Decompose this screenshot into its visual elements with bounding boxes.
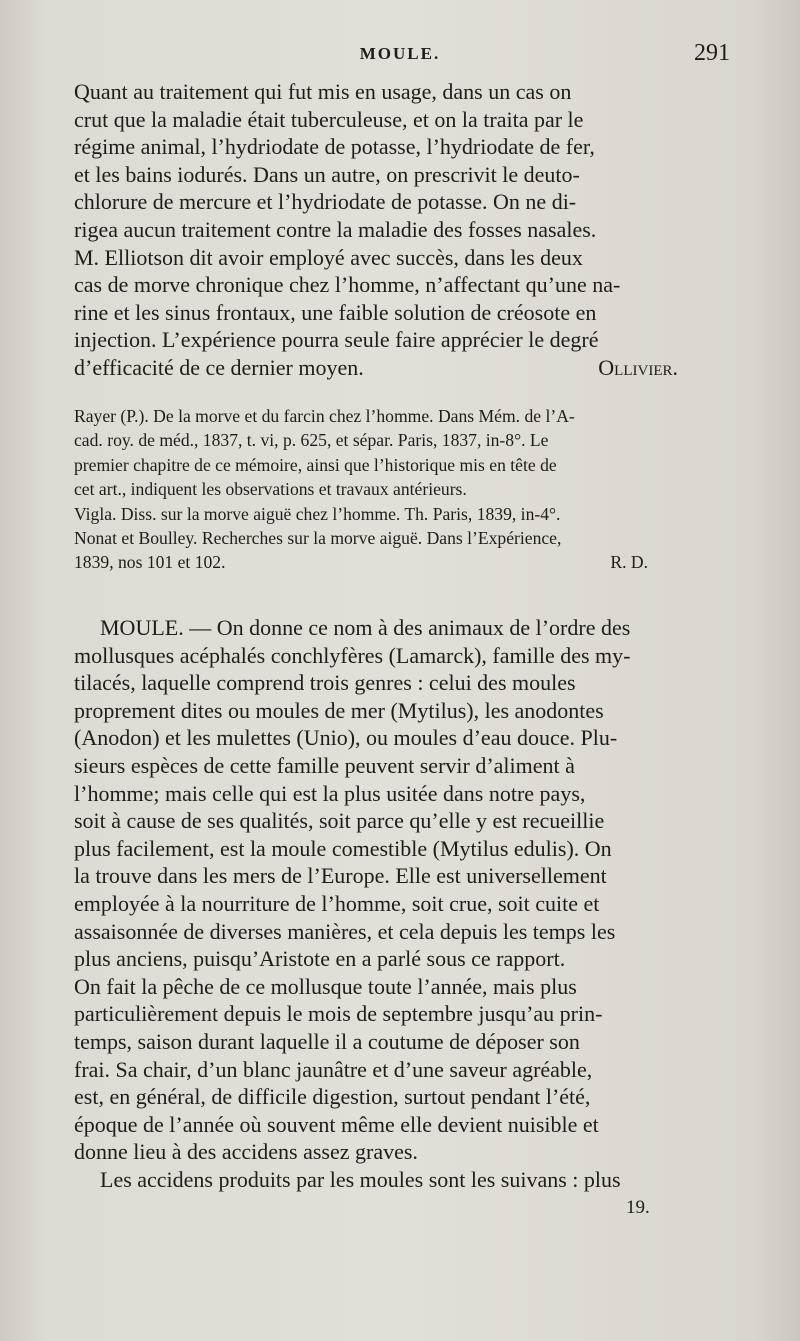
bibliography-line: Vigla. Diss. sur la morve aiguë chez l’homme. Th. Paris, 1839, in-4°. xyxy=(74,503,561,524)
bibliography-line: cad. roy. de méd., 1837, t. vi, p. 625, et sépar. Paris, 1837, in-8°. Le xyxy=(74,430,549,451)
article-paragraph xyxy=(74,78,734,382)
text-line: et les bains iodurés. Dans un autre, on prescrivit le deuto- xyxy=(74,161,580,187)
text-line-with-signature xyxy=(74,354,734,382)
text-line: proprement dites ou moules de mer (Mytilus), les anodontes xyxy=(74,697,604,723)
text-line: particulièrement depuis le mois de septembre jusqu’au prin- xyxy=(74,1001,603,1027)
author-signature: Ollivier. xyxy=(598,354,678,380)
text-line: d’efficacité de ce dernier moyen. xyxy=(74,354,364,380)
text-line: régime animal, l’hydriodate de potasse, l’hydriodate de fer, xyxy=(74,134,595,160)
bibliography-line: Rayer (P.). De la morve et du farcin chez l’homme. Dans Mém. de l’A- xyxy=(74,406,575,426)
text-line: On fait la pêche de ce mollusque toute l’année, mais plus xyxy=(74,973,577,999)
article-conclusion xyxy=(74,78,734,382)
text-line: cas de morve chronique chez l’homme, n’affectant qu’une na- xyxy=(74,272,621,298)
text-line: temps, saison durant laquelle il a coutume de déposer son xyxy=(74,1028,580,1054)
text-line: est, en général, de difficile digestion, surtout pendant l’été, xyxy=(74,1084,591,1110)
text-line: plus facilement, est la moule comestible (Mytilus edulis). On xyxy=(74,835,612,861)
text-line: MOULE. — On donne ce nom à des animaux de l’ordre des xyxy=(100,615,631,640)
bibliography-last-line xyxy=(74,550,734,574)
running-head: MOULE. xyxy=(359,44,441,63)
text-line: rigea aucun traitement contre la maladie des fosses nasales. xyxy=(74,216,597,242)
text-line: assaisonnée de diverses manières, et cela depuis les temps les xyxy=(74,918,616,944)
bibliography-line: cet art., indiquent les observations et travaux antérieurs. xyxy=(74,479,467,500)
text-line: la trouve dans les mers de l’Europe. Elle est universellement xyxy=(74,863,607,889)
text-line: rine et les sinus frontaux, une faible solution de créosote en xyxy=(74,299,597,325)
text-line: époque de l’année où souvent même elle devient nuisible et xyxy=(74,1111,599,1137)
bibliography-line: premier chapitre de ce mémoire, ainsi que l’historique mis en tête de xyxy=(74,454,557,475)
text-line: chlorure de mercure et l’hydriodate de potasse. On ne di- xyxy=(74,189,577,215)
text-line: l’homme; mais celle qui est la plus usitée dans notre pays, xyxy=(74,780,586,806)
text-line: Les accidens produits par les moules sont les suivans : plus xyxy=(100,1166,621,1192)
entry-paragraph xyxy=(74,614,734,1193)
text-line: plus anciens, puisqu’Aristote en a parlé sous ce rapport. xyxy=(74,946,566,972)
text-line: tilacés, laquelle comprend trois genres : celui des moules xyxy=(74,670,576,696)
text-line: Quant au traitement qui fut mis en usage, dans un cas on xyxy=(74,79,572,104)
text-line: (Anodon) et les mulettes (Unio), ou moules d’eau douce. Plu- xyxy=(74,725,618,751)
text-line: employée à la nourriture de l’homme, soit crue, soit cuite et xyxy=(74,890,600,916)
text-line: donne lieu à des accidens assez graves. xyxy=(74,1139,418,1165)
page-header xyxy=(0,40,800,74)
bibliography-line: 1839, nos 101 et 102. xyxy=(74,552,226,573)
text-line: frai. Sa chair, d’un blanc jaunâtre et d’une saveur agréable, xyxy=(74,1056,593,1082)
text-line: soit à cause de ses qualités, soit parce qu’elle y est recueillie xyxy=(74,808,605,834)
text-line: injection. L’expérience pourra seule faire apprécier le degré xyxy=(74,327,599,353)
entry-moule xyxy=(74,614,734,1193)
bibliography xyxy=(74,404,734,575)
page-number: 291 xyxy=(694,40,730,66)
bibliography-line: Nonat et Boulley. Recherches sur la morve aiguë. Dans l’Expérience, xyxy=(74,528,562,549)
text-line: crut que la maladie était tuberculeuse, et on la traita par le xyxy=(74,106,584,132)
text-line: sieurs espèces de cette famille peuvent servir d’aliment à xyxy=(74,752,575,778)
bibliography-signature: R. D. xyxy=(610,552,648,573)
text-line: mollusques acéphalés conchlyfères (Lamarck), famille des my- xyxy=(74,642,631,668)
text-line: M. Elliotson dit avoir employé avec succès, dans les deux xyxy=(74,244,583,270)
signature-mark: 19. xyxy=(626,1197,650,1218)
